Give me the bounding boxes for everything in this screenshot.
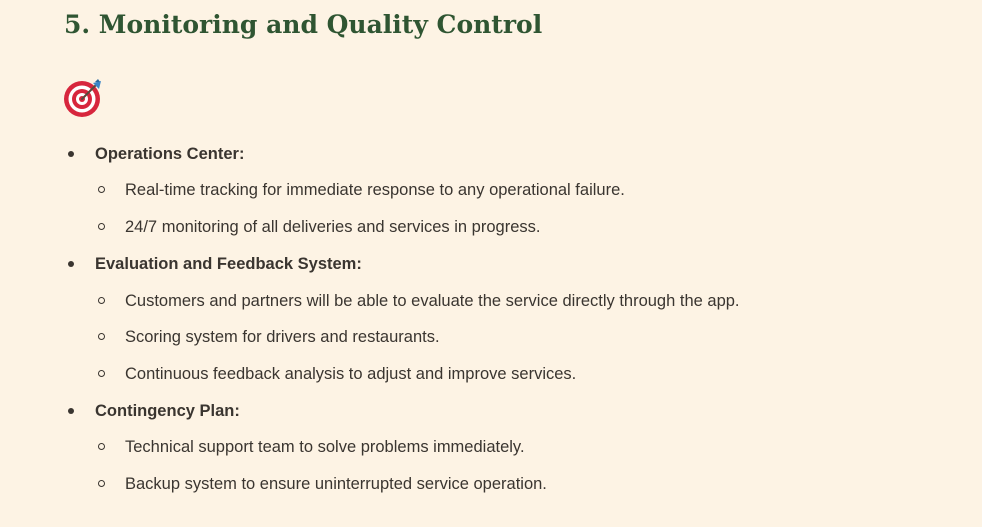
circle-bullet-icon (98, 297, 105, 304)
sub-list-item-text: 24/7 monitoring of all deliveries and services in progress. (125, 218, 541, 236)
bullet-icon (68, 151, 74, 157)
sub-list-item-text: Customers and partners will be able to evaluate the service directly through the app. (125, 292, 740, 310)
list-item-label: Operations Center: (95, 145, 245, 163)
sub-list-item-text: Backup system to ensure uninterrupted service operation. (125, 475, 547, 493)
sub-list-item-text: Continuous feedback analysis to adjust and improve services. (125, 365, 577, 383)
circle-bullet-icon (98, 480, 105, 487)
sub-list-item-text: Real-time tracking for immediate response to any operational failure. (125, 181, 625, 199)
list-item-label: Contingency Plan: (95, 402, 240, 420)
sub-list-item-text: Scoring system for drivers and restaurants. (125, 328, 440, 346)
circle-bullet-icon (98, 443, 105, 450)
circle-bullet-icon (98, 223, 105, 230)
sub-list-item-text: Technical support team to solve problems immediately. (125, 438, 525, 456)
circle-bullet-icon (98, 333, 105, 340)
list-item-label: Evaluation and Feedback System: (95, 255, 362, 273)
bullet-icon (68, 408, 74, 414)
circle-bullet-icon (98, 186, 105, 193)
section-heading: 5. Monitoring and Quality Control (64, 10, 543, 39)
circle-bullet-icon (98, 370, 105, 377)
direct-hit-target-icon (63, 79, 103, 117)
bullet-icon (68, 261, 74, 267)
